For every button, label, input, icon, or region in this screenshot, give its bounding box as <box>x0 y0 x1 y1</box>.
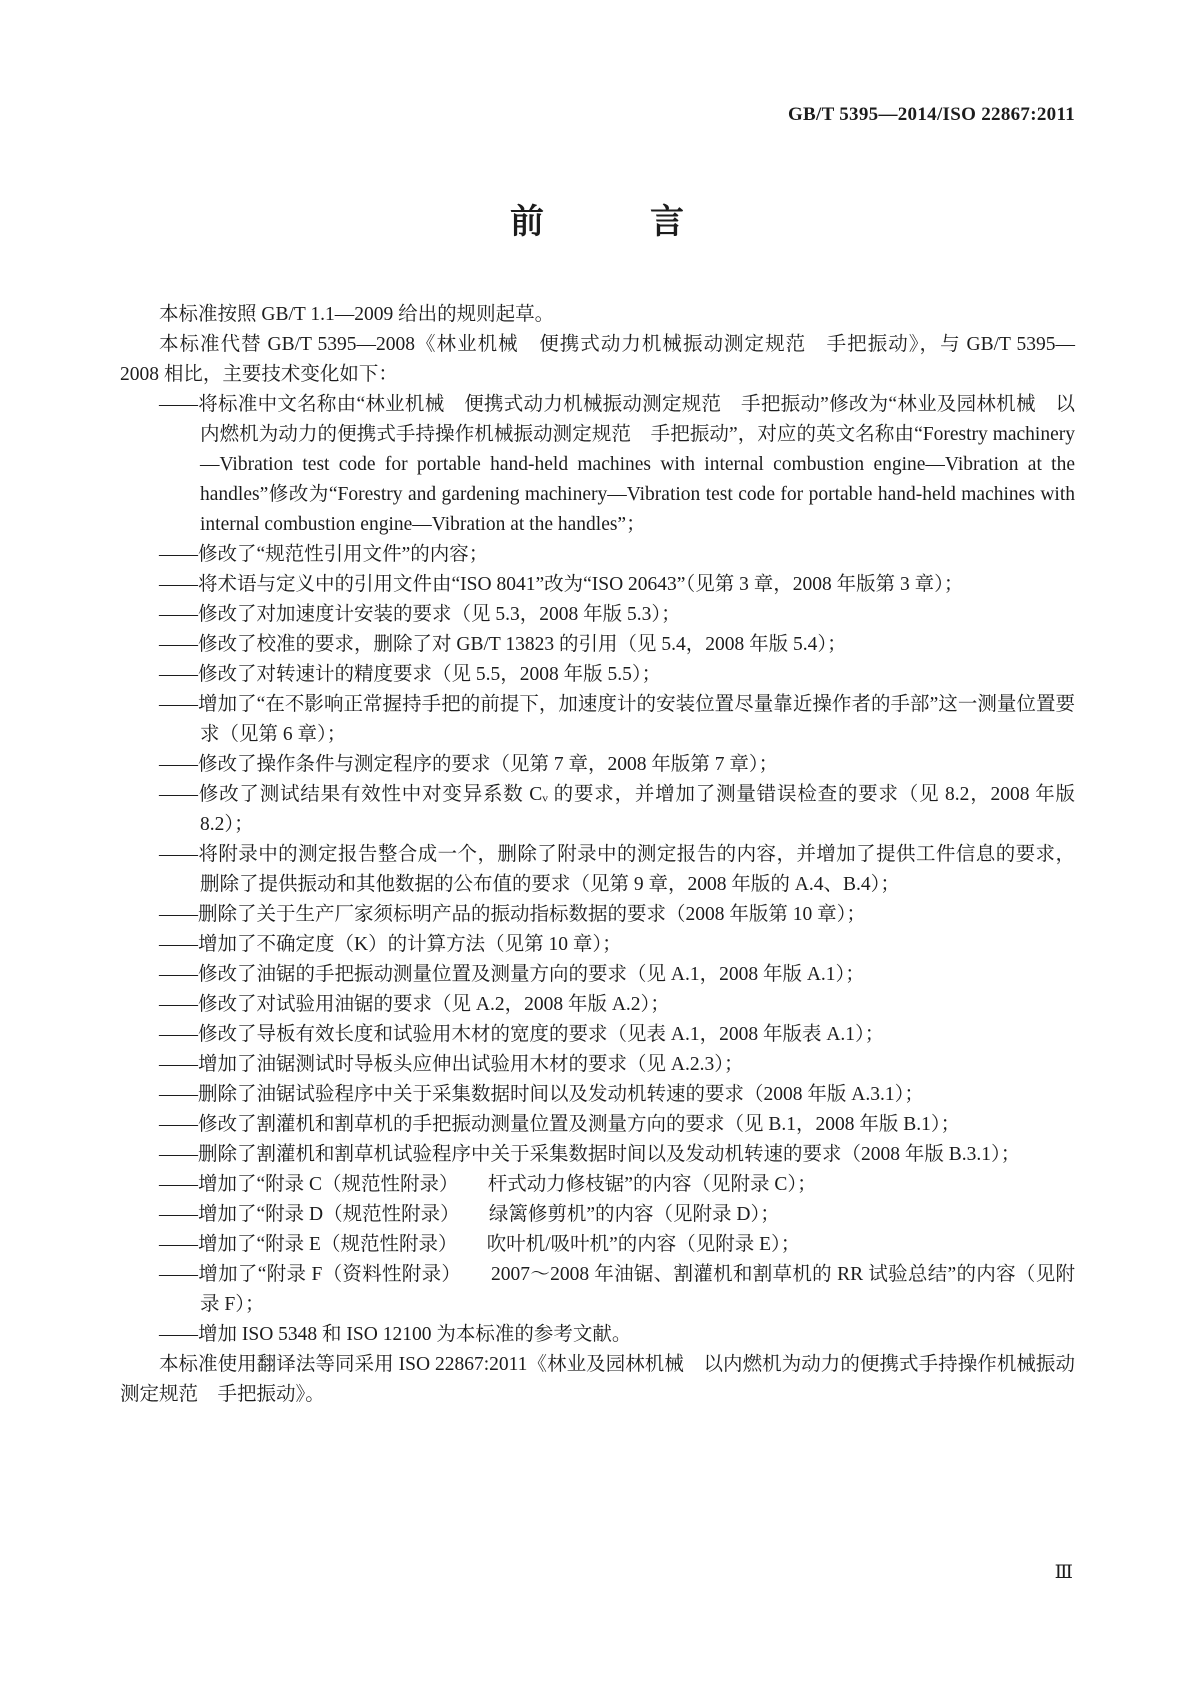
closing-paragraph: 本标准使用翻译法等同采用 ISO 22867:2011《林业及园林机械 以内燃机为动力的便携式手持操作机械振动测定规范 手把振动》。 <box>120 1354 1075 1405</box>
change-item: ——增加了“附录 F（资料性附录） 2007～2008 年油锯、割灌机和割草机的 RR 试验总结”的内容（见附录 F）； <box>159 1264 1075 1315</box>
intro-paragraph: 本标准按照 GB/T 1.1—2009 给出的规则起草。 <box>159 304 555 325</box>
change-item: ——增加了“在不影响正常握持手把的前提下，加速度计的安装位置尽量靠近操作者的手部”这一测量位置要求（见第 6 章）； <box>159 694 1075 745</box>
change-item: ——修改了油锯的手把振动测量位置及测量方向的要求（见 A.1，2008 年版 A.1）； <box>159 964 865 985</box>
change-item: ——增加了不确定度（K）的计算方法（见第 10 章）； <box>159 934 622 955</box>
change-item: ——增加 ISO 5348 和 ISO 12100 为本标准的参考文献。 <box>159 1324 632 1345</box>
change-item: ——增加了“附录 C（规范性附录） 杆式动力修枝锯”的内容（见附录 C）； <box>159 1174 817 1195</box>
document-body <box>120 300 1075 1410</box>
change-item: ——删除了关于生产厂家须标明产品的振动指标数据的要求（2008 年版第 10 章）； <box>159 904 866 925</box>
change-item: ——修改了导板有效长度和试验用木材的宽度的要求（见表 A.1，2008 年版表 A.1）； <box>159 1024 885 1045</box>
page-title: 前 言 <box>510 204 685 241</box>
page-number: Ⅲ <box>1054 1562 1073 1583</box>
change-item: ——修改了操作条件与测定程序的要求（见第 7 章，2008 年版第 7 章）； <box>159 754 779 775</box>
change-item: ——将标准中文名称由“林业机械 便携式动力机械振动测定规范 手把振动”修改为“林业及园林机械 以内燃机为动力的便携式手持操作机械振动测定规范 手把振动”，对应的英文名称由“Forestry machinery—Vibration test code for portable hand-held machines with internal combustion engine—Vibration at the handles”修改为“Forestry and gardening machinery—Vibration test code for portable hand-held machines with internal combustion engine—Vibration at the handles”； <box>159 394 1075 535</box>
change-item: ——修改了对试验用油锯的要求（见 A.2，2008 年版 A.2）； <box>159 994 670 1015</box>
change-item: ——修改了测试结果有效性中对变异系数 Cᵥ 的要求，并增加了测量错误检查的要求（见 8.2，2008 年版 8.2）； <box>159 784 1075 835</box>
document-number: GB/T 5395—2014/ISO 22867:2011 <box>787 104 1075 125</box>
change-item: ——删除了割灌机和割草机试验程序中关于采集数据时间以及发动机转速的要求（2008 年版 B.3.1）； <box>159 1144 1021 1165</box>
change-item: ——修改了“规范性引用文件”的内容； <box>159 544 489 565</box>
change-item: ——将附录中的测定报告整合成一个，删除了附录中的测定报告的内容，并增加了提供工件信息的要求，删除了提供振动和其他数据的公布值的要求（见第 9 章，2008 年版的 A.4、B.4）； <box>159 844 1075 895</box>
change-item: ——删除了油锯试验程序中关于采集数据时间以及发动机转速的要求（2008 年版 A.3.1）； <box>159 1084 924 1105</box>
change-item: ——修改了对加速度计安装的要求（见 5.3，2008 年版 5.3）； <box>159 604 681 625</box>
change-item: ——修改了校准的要求，删除了对 GB/T 13823 的引用（见 5.4，2008 年版 5.4）； <box>159 634 847 655</box>
change-item: ——修改了对转速计的精度要求（见 5.5，2008 年版 5.5）； <box>159 664 662 685</box>
intro-paragraph: 本标准代替 GB/T 5395—2008《林业机械 便携式动力机械振动测定规范 手把振动》，与 GB/T 5395—2008 相比，主要技术变化如下： <box>120 334 1075 385</box>
change-item: ——增加了“附录 D（规范性附录） 绿篱修剪机”的内容（见附录 D）； <box>159 1204 780 1225</box>
change-item: ——增加了“附录 E（规范性附录） 吹叶机/吸叶机”的内容（见附录 E）； <box>159 1234 801 1255</box>
change-item: ——将术语与定义中的引用文件由“ISO 8041”改为“ISO 20643”（见第 3 章，2008 年版第 3 章）； <box>159 574 964 595</box>
change-item: ——修改了割灌机和割草机的手把振动测量位置及测量方向的要求（见 B.1，2008 年版 B.1）； <box>159 1114 961 1135</box>
change-item: ——增加了油锯测试时导板头应伸出试验用木材的要求（见 A.2.3）； <box>159 1054 744 1075</box>
